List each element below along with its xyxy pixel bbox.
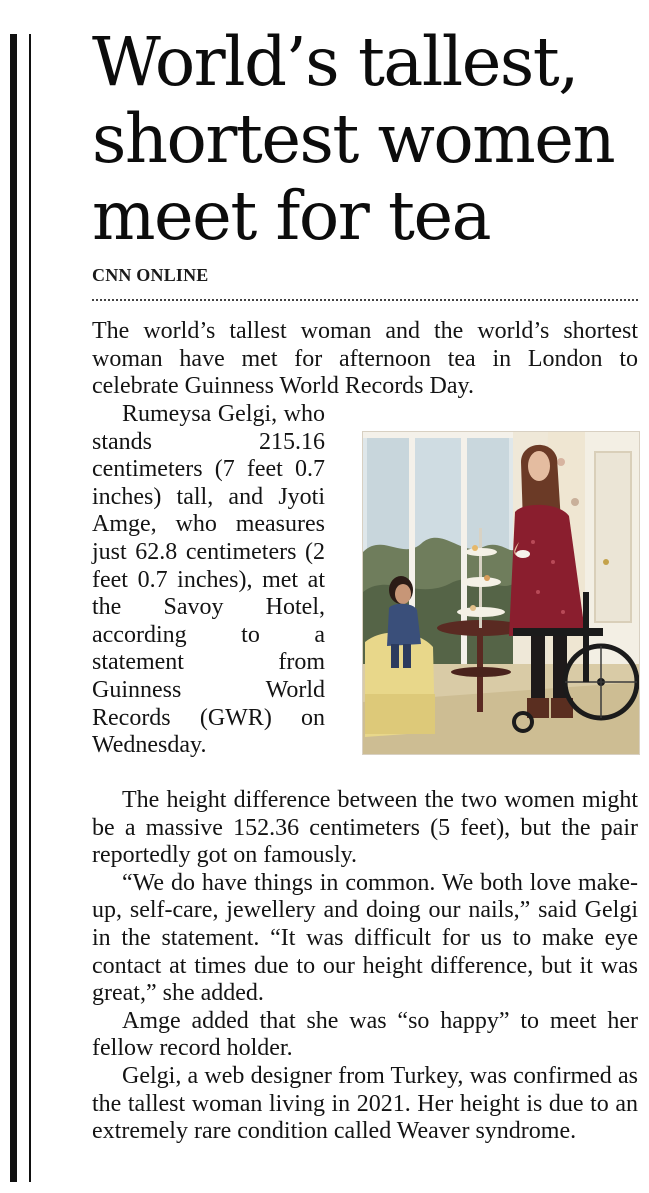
dotted-divider <box>92 299 638 301</box>
wrap-column <box>92 401 325 760</box>
remaining-paragraphs <box>92 787 638 1146</box>
photo-illustration <box>363 432 639 754</box>
body-paragraph-1: Rumeysa Gelgi, who stands 215.16 centimeters (7 feet 0.7 inches) tall, and Jyoti Amge, who measures just 62.8 centimeters (2 feet 0.7 inches), met at the Savoy Hotel, according to a statement from Guinness World Records (GWR) on Wednesday. <box>92 401 325 759</box>
source-credit: CNN ONLINE <box>92 265 209 285</box>
headline: World’s tallest, shortest women meet for tea <box>92 23 615 255</box>
column-rule-thin <box>29 34 31 1182</box>
lead-paragraph-block <box>92 318 638 401</box>
column-rule-thick <box>10 34 17 1182</box>
body-paragraph-4: Amge added that she was “so happy” to meet her fellow record holder. <box>92 1007 638 1062</box>
body-paragraph-5: Gelgi, a web designer from Turkey, was confirmed as the tallest woman living in 2021. Her height is due to an extremely rare condition called Weaver syndrome. <box>92 1062 638 1145</box>
lead-paragraph: The world’s tallest woman and the world’s shortest woman have met for afternoon tea in London to celebrate Guinness World Records Day. <box>92 318 638 400</box>
article-photo <box>362 431 640 755</box>
body-paragraph-2: The height difference between the two women might be a massive 152.36 centimeters (5 feet), but the pair reportedly got on famously. <box>92 787 638 869</box>
body-paragraph-3: “We do have things in common. We both love make-up, self-care, jewellery and doing our nails,” said Gelgi in the statement. “It was difficult for us to make eye contact at times due to our height difference, but it was great,” she added. <box>92 869 638 1007</box>
